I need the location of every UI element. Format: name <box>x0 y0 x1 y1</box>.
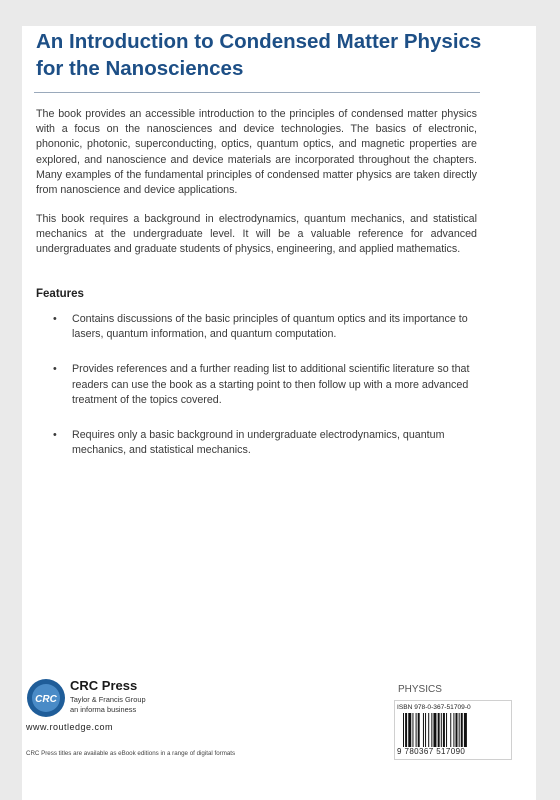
logo-text: CRC <box>35 694 57 705</box>
book-title <box>36 28 486 82</box>
subject-label: PHYSICS <box>398 684 442 695</box>
isbn-barcode-box <box>394 700 512 760</box>
feature-text: Contains discussions of the basic principles of quantum optics and its importance to lasers, quantum information, and quantum computation. <box>72 313 468 341</box>
title-line-1: An Introduction to Condensed Matter Physics <box>36 30 482 53</box>
feature-item <box>36 312 476 342</box>
isbn-label: ISBN 978-0-367-51709-0 <box>397 704 471 711</box>
publisher-informa: an informa business <box>70 705 137 714</box>
bullet-icon: • <box>53 429 57 442</box>
feature-text: Requires only a basic background in undergraduate electrodynamics, quantum mechanics, and statistical mechanics. <box>72 429 445 457</box>
crc-logo-icon <box>26 678 66 718</box>
bullet-icon: • <box>53 363 57 376</box>
feature-text: Provides references and a further reading list to additional scientific literature so that readers can use the book as a starting point to then follow up with a more advanced treatment of the topics covered. <box>72 363 470 406</box>
title-line-2: for the Nanosciences <box>36 57 244 80</box>
title-divider <box>34 92 480 93</box>
publisher-url: www.routledge.com <box>26 722 114 732</box>
description-paragraph-1: The book provides an accessible introduction to the principles of condensed matter physics with a focus on the nanosciences and device technologies. The basics of electronic, phononic, photonic, superconducting, optics, quantum optics, and magnetic properties are explored, and nanoscience and device materials are incorporated throughout the chapters. Many examples of the fundamental principles of condensed matter physics are taken directly from nanoscience and device applications. <box>36 108 477 197</box>
description-paragraph-2: This book requires a background in electrodynamics, quantum mechanics, and statistical mechanics at the undergraduate level. It will be a valuable reference for advanced undergraduates and graduate students of physics, engineering, and applied mathematics. <box>36 213 477 256</box>
publisher-group: Taylor & Francis Group <box>70 695 146 704</box>
barcode-digits: 9 780367 517090 <box>397 747 466 756</box>
publisher-name: CRC Press <box>70 678 138 693</box>
feature-item <box>36 362 476 408</box>
feature-item <box>36 428 476 458</box>
ebook-note: CRC Press titles are available as eBook editions in a range of digital formats <box>26 750 236 757</box>
barcode-icon <box>401 713 505 747</box>
bullet-icon: • <box>53 313 57 325</box>
features-heading: Features <box>36 288 84 300</box>
features-list <box>36 312 476 478</box>
publisher-block <box>22 678 282 738</box>
